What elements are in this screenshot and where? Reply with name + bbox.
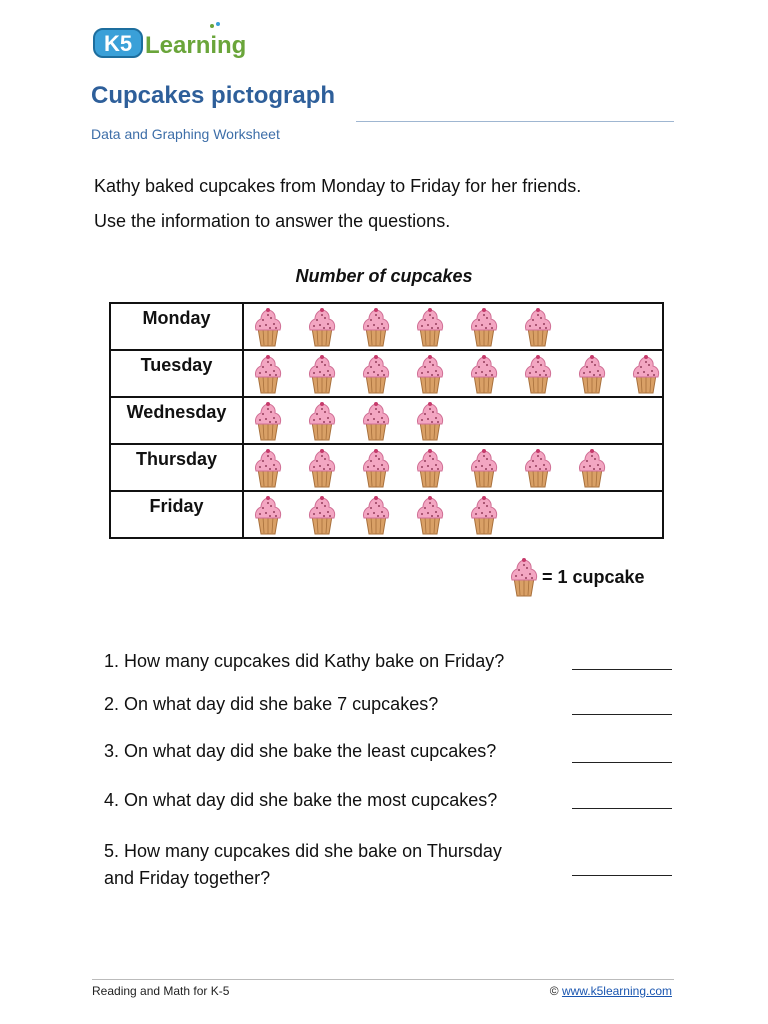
question-4: 4. On what day did she bake the most cupcakes? — [104, 790, 498, 810]
cupcake-icon — [522, 306, 554, 348]
cupcake-icon — [414, 353, 446, 395]
cupcake-icon — [252, 494, 284, 536]
question-3: 3. On what day did she bake the least cupcakes? — [104, 741, 497, 761]
pictograph-row — [110, 491, 663, 538]
cupcake-cell — [243, 303, 663, 350]
cupcake-icon — [414, 400, 446, 442]
cupcake-icon — [306, 400, 338, 442]
answer-blank-3[interactable] — [572, 761, 672, 763]
question-5-line-2: and Friday together? — [104, 868, 271, 888]
logo-wordmark: Learning — [145, 32, 247, 59]
cupcake-icon — [522, 447, 554, 489]
cupcake-icon — [576, 447, 608, 489]
cupcake-icon — [360, 494, 392, 536]
cupcake-icon — [468, 353, 500, 395]
title-divider — [356, 121, 674, 122]
cupcake-icon — [252, 400, 284, 442]
pictograph-row — [110, 397, 663, 444]
cupcake-cell — [243, 491, 663, 538]
day-label: Friday — [110, 491, 243, 538]
footer-divider — [92, 979, 674, 980]
cupcake-icon — [360, 306, 392, 348]
question-5-line-1: 5. How many cupcakes did she bake on Thursday — [104, 841, 502, 861]
pictograph-row — [110, 444, 663, 491]
pictograph-key — [508, 556, 645, 598]
cupcake-icon — [468, 494, 500, 536]
cupcake-icon — [252, 306, 284, 348]
cupcake-icon — [360, 447, 392, 489]
page-subtitle: Data and Graphing Worksheet — [91, 126, 280, 142]
cupcake-icon — [360, 400, 392, 442]
cupcake-icon — [522, 353, 554, 395]
cupcake-cell — [243, 397, 663, 444]
cupcake-icon — [306, 494, 338, 536]
answer-blank-4[interactable] — [572, 807, 672, 809]
cupcake-icon — [252, 447, 284, 489]
cupcake-cell — [243, 444, 663, 491]
cupcake-icon — [576, 353, 608, 395]
day-label: Thursday — [110, 444, 243, 491]
day-label: Wednesday — [110, 397, 243, 444]
day-label: Monday — [110, 303, 243, 350]
cupcake-icon — [414, 447, 446, 489]
footer-copyright — [550, 984, 672, 998]
cupcake-icon — [508, 556, 540, 598]
k5-learning-logo[interactable] — [92, 20, 257, 64]
cupcake-icon — [306, 353, 338, 395]
answer-blank-2[interactable] — [572, 713, 672, 715]
pictograph-row — [110, 350, 663, 397]
footer-link[interactable]: www.k5learning.com — [561, 984, 672, 998]
copyright-symbol: © — [549, 984, 559, 998]
pictograph-row — [110, 303, 663, 350]
pictograph-table — [109, 302, 664, 539]
key-label: = 1 cupcake — [542, 566, 645, 587]
cupcake-cell — [243, 350, 663, 397]
answer-blank-5[interactable] — [572, 874, 672, 876]
cupcake-icon — [306, 306, 338, 348]
question-5 — [104, 838, 502, 892]
cupcake-icon — [468, 306, 500, 348]
cupcake-icon — [414, 306, 446, 348]
cupcake-icon — [468, 447, 500, 489]
chart-title: Number of cupcakes — [295, 266, 473, 286]
cupcake-icon — [414, 494, 446, 536]
cupcake-icon — [306, 447, 338, 489]
cupcake-icon — [252, 353, 284, 395]
logo-box-text: K5 — [103, 31, 133, 56]
day-label: Tuesday — [110, 350, 243, 397]
footer-tagline: Reading and Math for K-5 — [92, 984, 230, 998]
cupcake-icon — [630, 353, 662, 395]
intro-text-1: Kathy baked cupcakes from Monday to Friday for her friends. — [94, 176, 582, 196]
question-1: 1. How many cupcakes did Kathy bake on Friday? — [104, 651, 505, 671]
cupcake-icon — [360, 353, 392, 395]
intro-text-2: Use the information to answer the questions. — [94, 211, 451, 231]
answer-blank-1[interactable] — [572, 668, 672, 670]
page-title: Cupcakes pictograph — [91, 82, 336, 109]
question-2: 2. On what day did she bake 7 cupcakes? — [104, 694, 439, 714]
